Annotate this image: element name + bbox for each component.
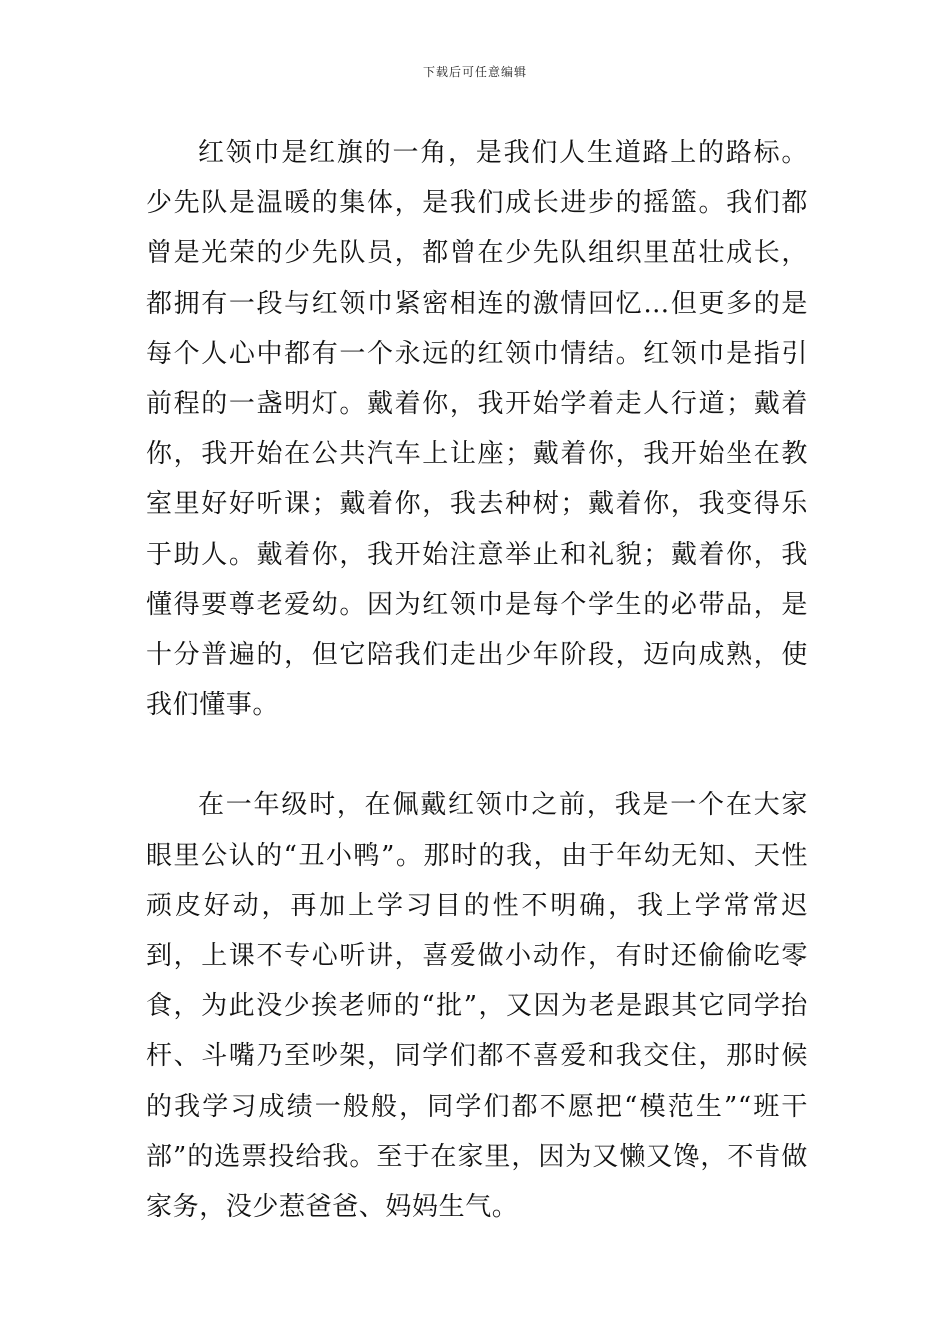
- paragraph-2: 在一年级时，在佩戴红领巾之前，我是一个在大家眼里公认的“丑小鸭”。那时的我，由于年幼无知、天性顽皮好动，再加上学习目的性不明确，我上学常常迟到，上课不专心听讲，喜爱做小动作，有时还偷偷吃零食，为此没少挨老师的“批”，又因为老是跟其它同学抬杆、斗嘴乃至吵架，同学们都不喜爱和我交住，那时候的我学习成绩一般般，同学们都不愿把“模范生”“班干部”的选票投给我。至于在家里，因为又懒又馋，不肯做家务，没少惹爸爸、妈妈生气。: [146, 790, 808, 1223]
- document-body: [146, 128, 808, 1232]
- header-note: 下载后可任意编辑: [422, 65, 527, 79]
- paragraph-1: 红领巾是红旗的一角，是我们人生道路上的路标。少先队是温暖的集体，是我们成长进步的摇篮。我们都曾是光荣的少先队员，都曾在少先队组织里茁壮成长，都拥有一段与红领巾紧密相连的激情回忆…但更多的是每个人心中都有一个永远的红领巾情结。红领巾是指引前程的一盏明灯。戴着你，我开始学着走人行道；戴着你，我开始在公共汽车上让座；戴着你，我开始坐在教室里好好听课；戴着你，我去种树；戴着你，我变得乐于助人。戴着你，我开始注意举止和礼貌；戴着你，我懂得要尊老爱幼。因为红领巾是每个学生的必带品，是十分普遍的，但它陪我们走出少年阶段，迈向成熟，使我们懂事。: [146, 138, 808, 721]
